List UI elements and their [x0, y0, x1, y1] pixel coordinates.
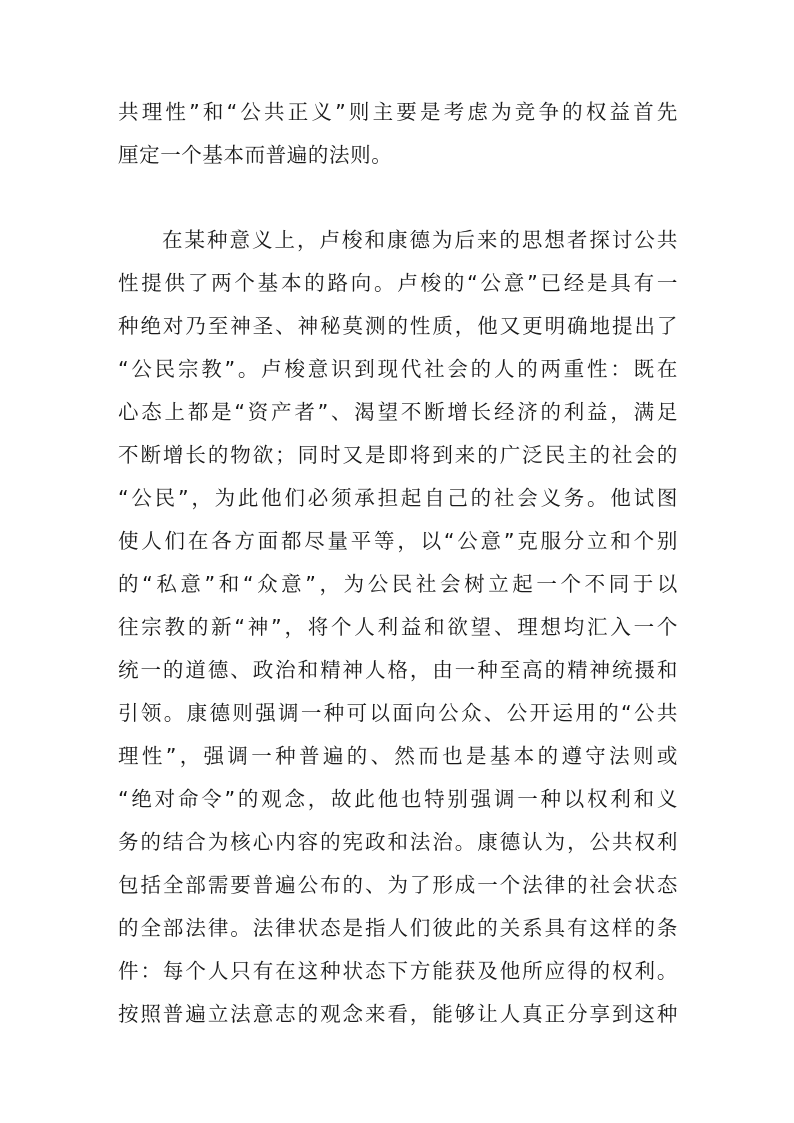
paragraph-2-line-7: “公民”，为此他们必须承担起自己的社会义务。他试图	[118, 486, 678, 510]
paragraph-2-line-8: 使人们在各方面都尽量平等，以“公意”克服分立和个别	[118, 529, 678, 553]
paragraph-2-line-9: 的“私意”和“众意”，为公民社会树立起一个不同于以	[118, 572, 678, 596]
paragraph-2-line-5: 心态上都是“资产者”、渴望不断增长经济的利益，满足	[118, 400, 678, 424]
paragraph-2-line-10: 往宗教的新“神”，将个人利益和欲望、理想均汇入一个	[118, 615, 678, 639]
paragraph-2-line-13: 理性”，强调一种普遍的、然而也是基本的遵守法则或	[118, 744, 678, 768]
paragraph-2-line-17: 的全部法律。法律状态是指人们彼此的关系具有这样的条	[118, 916, 678, 940]
paragraph-2-line-1: 在某种意义上，卢梭和康德为后来的思想者探讨公共	[162, 228, 678, 252]
paragraph-2-line-2: 性提供了两个基本的路向。卢梭的“公意”已经是具有一	[118, 271, 678, 295]
paragraph-2-line-6: 不断增长的物欲；同时又是即将到来的广泛民主的社会的	[118, 443, 678, 467]
paragraph-2-line-19: 按照普遍立法意志的观念来看，能够让人真正分享到这种	[118, 1002, 678, 1026]
paragraph-2-line-15: 务的结合为核心内容的宪政和法治。康德认为，公共权利	[118, 830, 678, 854]
paragraph-2-line-11: 统一的道德、政治和精神人格，由一种至高的精神统摄和	[118, 658, 678, 682]
paragraph-2-line-14: “绝对命令”的观念，故此他也特别强调一种以权利和义	[118, 787, 678, 811]
paragraph-2-line-12: 引领。康德则强调一种可以面向公众、公开运用的“公共	[118, 701, 678, 725]
paragraph-2-line-16: 包括全部需要普遍公布的、为了形成一个法律的社会状态	[118, 873, 678, 897]
paragraph-1-line-2: 厘定一个基本而普遍的法则。	[118, 143, 393, 167]
paragraph-1-line-1: 共理性”和“公共正义”则主要是考虑为竞争的权益首先	[118, 100, 678, 124]
paragraph-2-line-18: 件：每个人只有在这种状态下方能获及他所应得的权利。	[118, 959, 678, 983]
paragraph-2-line-4: “公民宗教”。卢梭意识到现代社会的人的两重性：既在	[118, 357, 678, 381]
paragraph-2-line-3: 种绝对乃至神圣、神秘莫测的性质，他又更明确地提出了	[118, 314, 678, 338]
